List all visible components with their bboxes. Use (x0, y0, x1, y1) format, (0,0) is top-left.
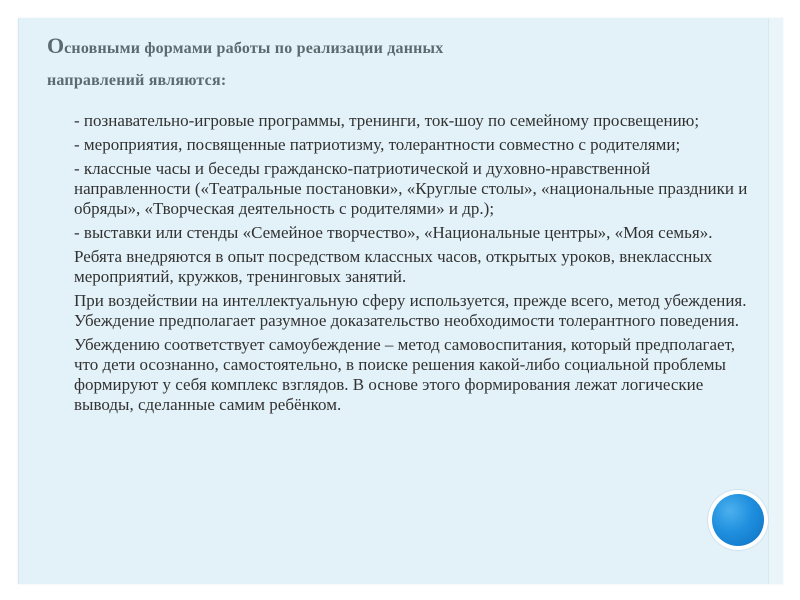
title-line-1-rest: сновными формами работы по реализации данных (64, 40, 444, 57)
list-item-text: При воздействии на интеллектуальную сферу используется, прежде всего, метод убеждения. Убеждение предполагает разумное доказательство необходимости толерантного поведения. (74, 291, 747, 330)
list-item-text: Убеждению соответствует самоубеждение – метод самовоспитания, который предполагает, что дети осознанно, самостоятельно, в поиске решения какой-либо социальной проблемы формируют у себя комплекс взглядов. В основе этого формирования лежат логические выводы, сделанные самим ребёнком. (74, 335, 735, 414)
bullet-list (51, 111, 761, 419)
panel-edge-strip (768, 18, 783, 584)
list-item (51, 247, 761, 287)
list-item (51, 291, 761, 331)
list-item (51, 111, 761, 131)
list-item (51, 223, 761, 243)
list-item-text: - мероприятия, посвященные патриотизму, толерантности совместно с родителями; (74, 135, 681, 154)
list-item-text: - познавательно-игровые программы, тренинги, ток-шоу по семейному просвещению; (74, 111, 700, 130)
list-item (51, 135, 761, 155)
decorative-orb-icon (712, 494, 764, 546)
title-line-2: направлений являются: (47, 72, 227, 89)
list-item-text: Ребята внедряются в опыт посредством классных часов, открытых уроков, внеклассных мероприятий, кружков, тренинговых занятий. (74, 247, 713, 286)
title-initial: О (47, 33, 65, 58)
list-item-text: - классные часы и беседы гражданско-патриотической и духовно-нравственной направленности («Театральные постановки», «Круглые столы», «национальные праздники и обряды», «Творческая деятельность с родителями» и др.); (74, 159, 748, 218)
list-item (51, 335, 761, 415)
slide-title (47, 26, 747, 97)
title-line-1 (47, 26, 747, 65)
list-item-text: - выставки или стенды «Семейное творчество», «Национальные центры», «Моя семья». (74, 223, 713, 242)
list-item (51, 159, 761, 219)
